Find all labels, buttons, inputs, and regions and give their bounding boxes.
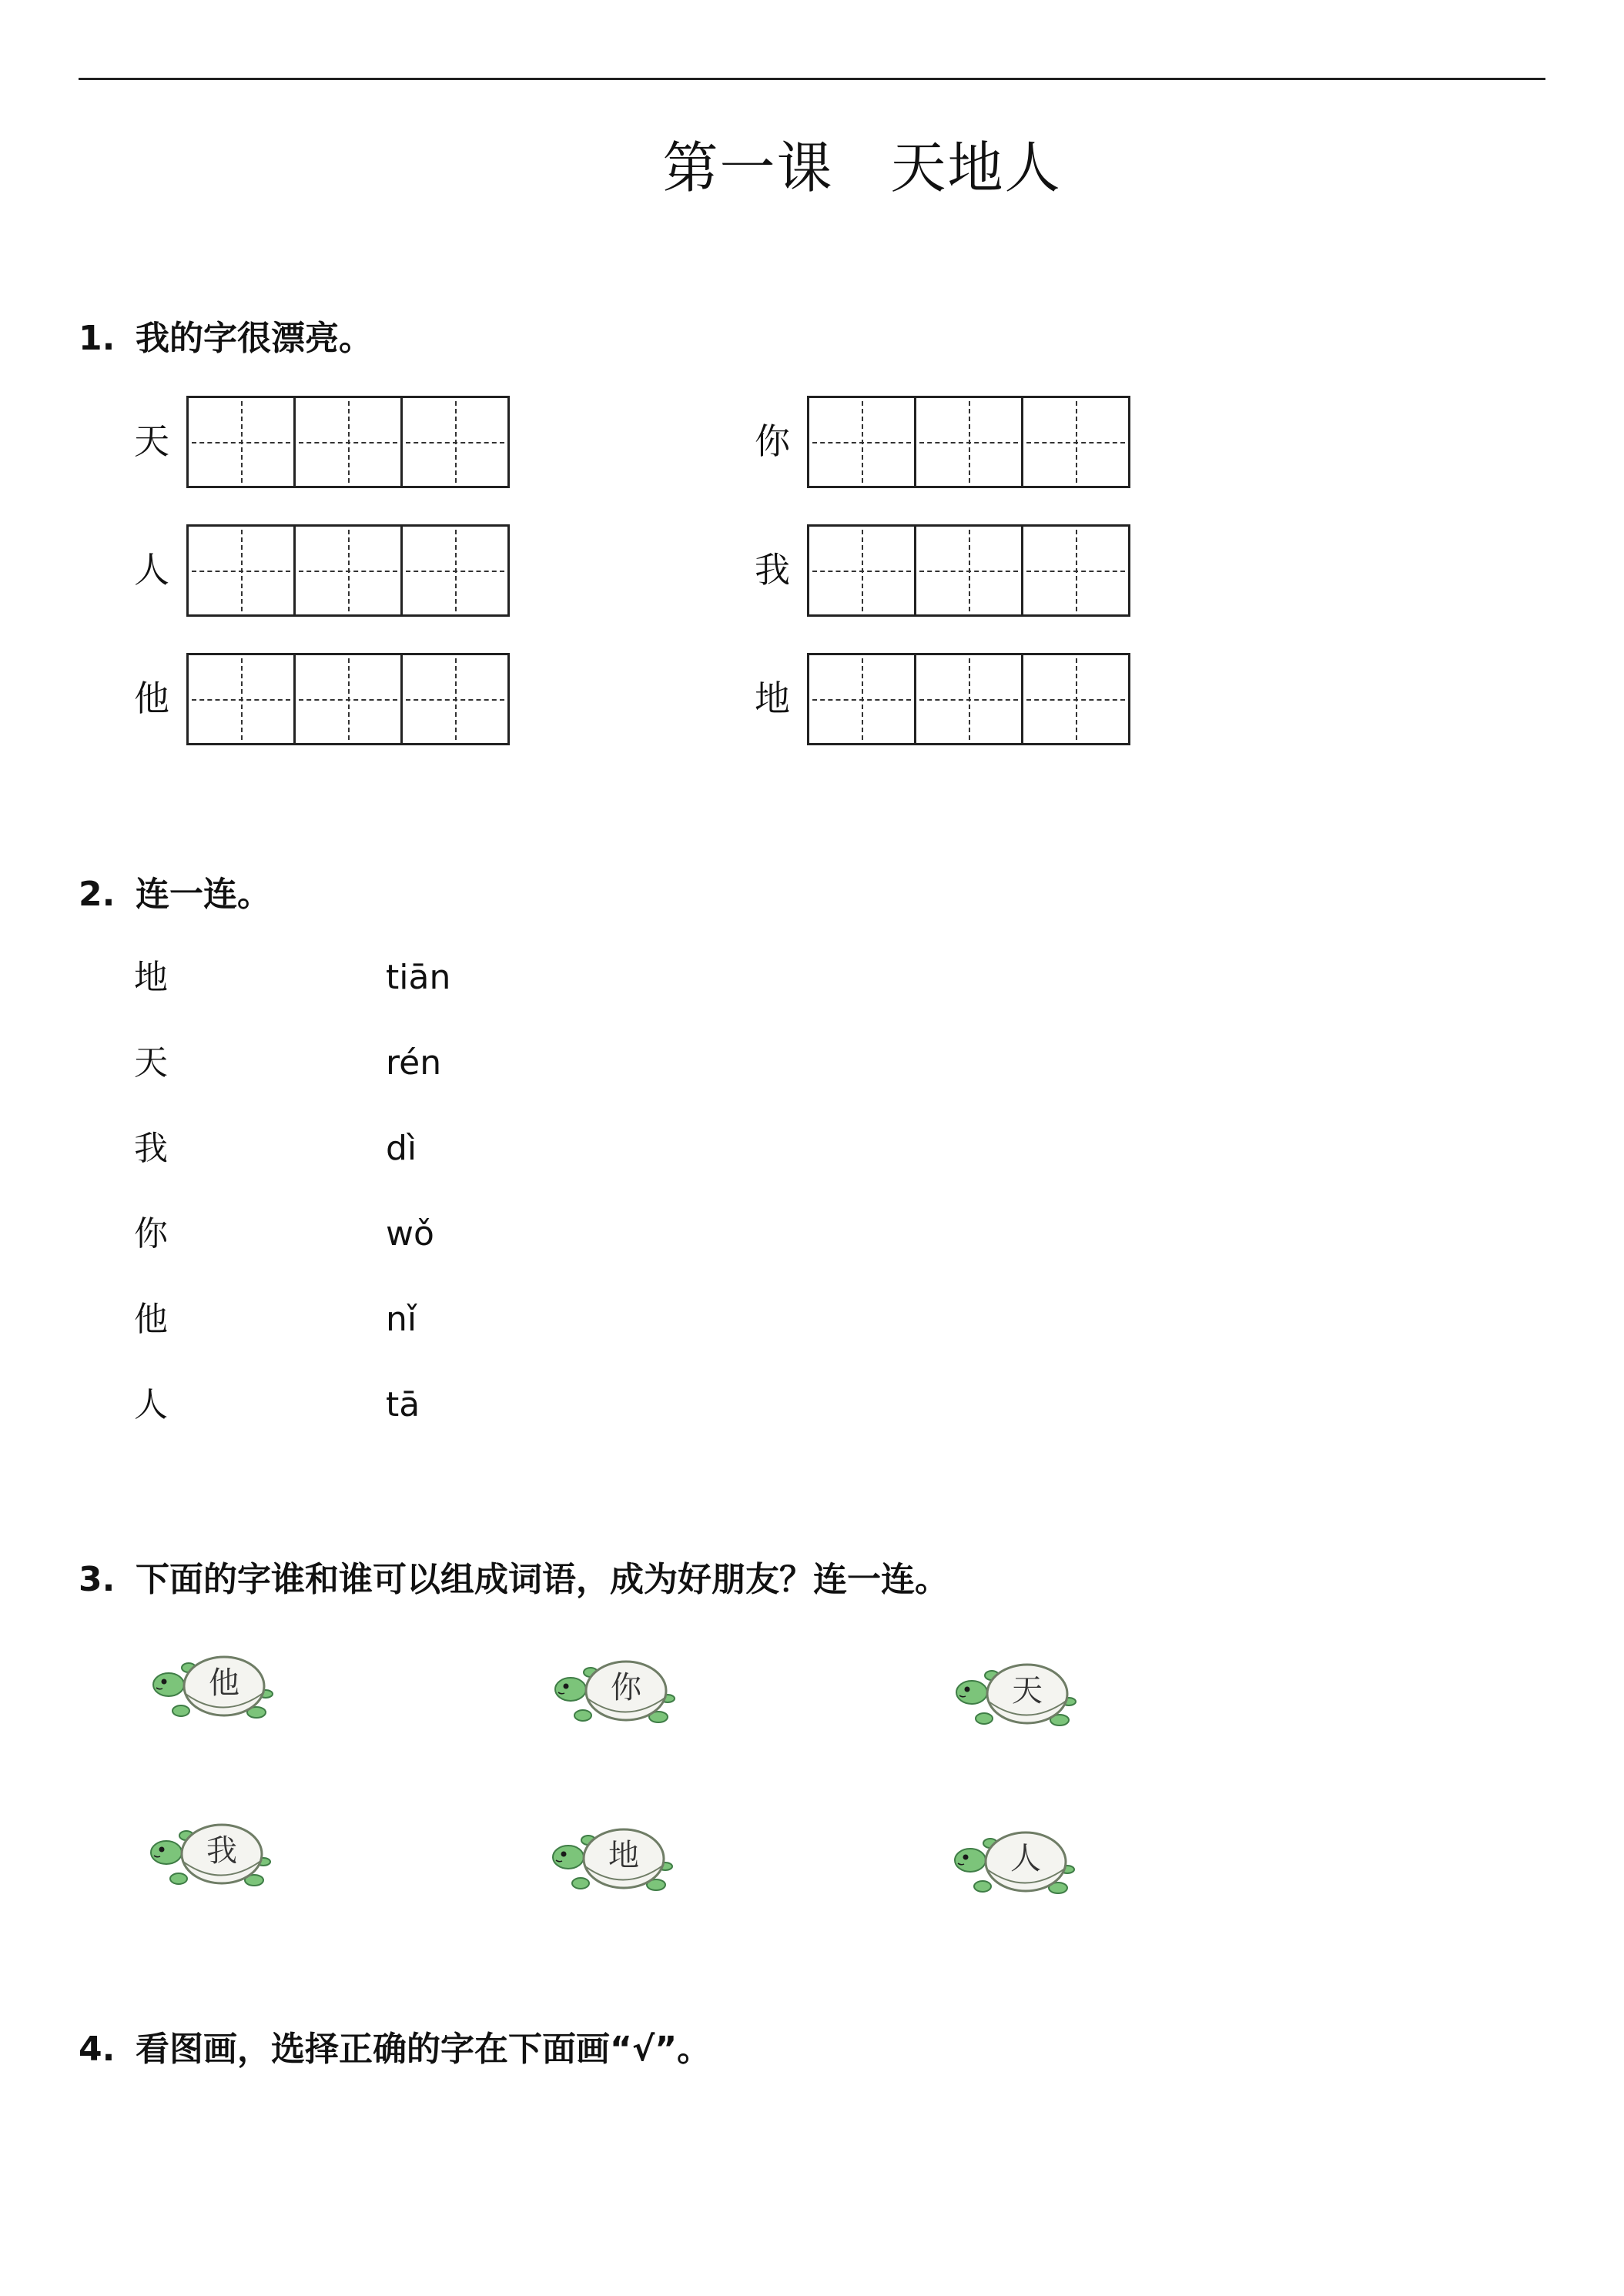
writing-row — [755, 653, 1140, 744]
turtle-card[interactable] — [952, 1823, 1083, 1900]
question-text: 下面的字谁和谁可以组成词语，成为好朋友？连一连。 — [136, 1560, 949, 1599]
model-char: 天 — [134, 420, 169, 462]
match-char[interactable]: 天 — [134, 1043, 168, 1083]
question-number: 1. — [79, 319, 116, 358]
match-char[interactable]: 地 — [134, 958, 168, 997]
writing-row — [134, 524, 519, 615]
tian-zi-ge-box[interactable] — [189, 524, 296, 617]
tian-zi-ge-box[interactable] — [296, 524, 403, 617]
question-text: 我的字很漂亮。 — [136, 319, 373, 358]
tian-zi-ge-box[interactable] — [809, 396, 916, 488]
tian-zi-ge-box[interactable] — [296, 396, 403, 488]
match-char[interactable]: 你 — [134, 1214, 168, 1253]
turtle-char: 人 — [1010, 1841, 1041, 1876]
writing-row — [134, 653, 519, 744]
question-3-heading — [79, 1557, 949, 1603]
tian-zi-ge-box[interactable] — [916, 396, 1023, 488]
tian-zi-ge-box[interactable] — [1023, 653, 1130, 745]
writing-grid — [807, 396, 1130, 488]
match-pinyin[interactable]: tiān — [386, 958, 451, 997]
writing-grid — [807, 524, 1130, 617]
turtle-char: 地 — [608, 1838, 639, 1873]
turtle-card[interactable] — [550, 1820, 681, 1897]
turtle-char: 他 — [209, 1665, 239, 1701]
model-char: 我 — [755, 549, 790, 591]
tian-zi-ge-box[interactable] — [809, 653, 916, 745]
match-char[interactable]: 我 — [134, 1129, 168, 1168]
turtle-card[interactable] — [552, 1652, 683, 1729]
tian-zi-ge-box[interactable] — [809, 524, 916, 617]
writing-grid — [186, 524, 510, 617]
turtle-char: 你 — [611, 1670, 641, 1705]
match-pinyin[interactable]: tā — [386, 1385, 420, 1424]
match-pinyin[interactable]: rén — [386, 1043, 442, 1083]
page-title: 第一课 天地人 — [662, 136, 1062, 200]
turtle-char: 天 — [1012, 1673, 1043, 1709]
match-char[interactable]: 他 — [134, 1300, 168, 1339]
turtle-card[interactable] — [150, 1648, 281, 1725]
question-number: 2. — [79, 875, 116, 914]
match-pinyin[interactable]: nǐ — [386, 1300, 417, 1339]
writing-row — [755, 524, 1140, 615]
question-number: 4. — [79, 2030, 116, 2069]
tian-zi-ge-box[interactable] — [916, 524, 1023, 617]
question-text: 看图画，选择正确的字在下面画“√”。 — [136, 2030, 712, 2069]
writing-row — [134, 396, 519, 487]
tian-zi-ge-box[interactable] — [189, 396, 296, 488]
question-4-heading — [79, 2027, 711, 2073]
match-pinyin[interactable]: wǒ — [386, 1214, 434, 1253]
writing-row — [755, 396, 1140, 487]
tian-zi-ge-box[interactable] — [189, 653, 296, 745]
writing-grid — [807, 653, 1130, 745]
top-rule — [79, 78, 1545, 80]
model-char: 地 — [755, 678, 790, 719]
tian-zi-ge-box[interactable] — [296, 653, 403, 745]
tian-zi-ge-box[interactable] — [1023, 396, 1130, 488]
writing-grid — [186, 653, 510, 745]
question-1-heading — [79, 316, 373, 362]
model-char: 你 — [755, 420, 790, 462]
question-text: 连一连。 — [136, 875, 271, 914]
match-char[interactable]: 人 — [134, 1385, 168, 1424]
match-pinyin[interactable]: dì — [386, 1129, 417, 1168]
question-2-heading — [79, 872, 271, 918]
tian-zi-ge-box[interactable] — [403, 396, 510, 488]
tian-zi-ge-box[interactable] — [916, 653, 1023, 745]
model-char: 人 — [134, 549, 169, 591]
turtle-card[interactable] — [953, 1655, 1084, 1732]
writing-grid — [186, 396, 510, 488]
tian-zi-ge-box[interactable] — [403, 653, 510, 745]
turtle-card[interactable] — [148, 1816, 279, 1893]
model-char: 他 — [134, 678, 169, 719]
tian-zi-ge-box[interactable] — [1023, 524, 1130, 617]
question-number: 3. — [79, 1560, 116, 1599]
tian-zi-ge-box[interactable] — [403, 524, 510, 617]
turtle-char: 我 — [206, 1833, 237, 1869]
